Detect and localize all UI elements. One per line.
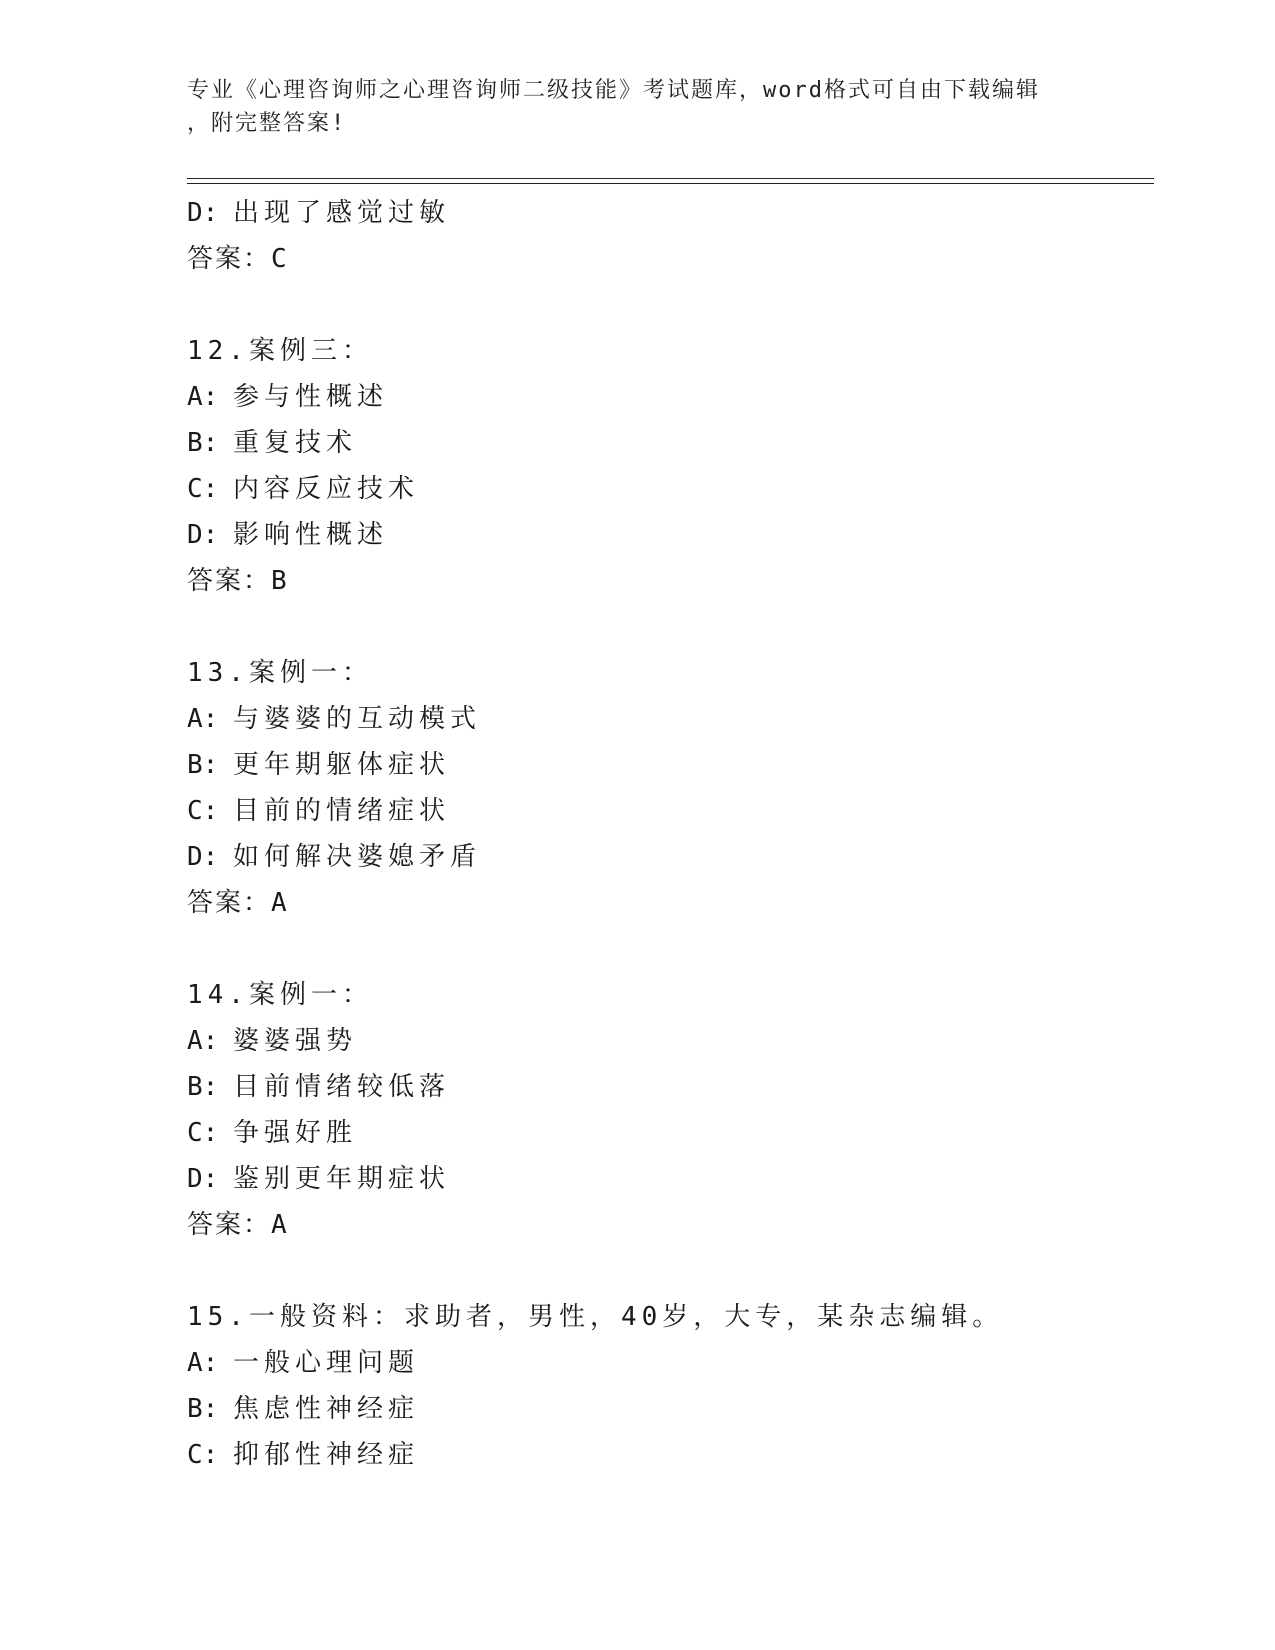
option-letter: B: (187, 1072, 219, 1102)
answer-row (187, 1202, 1147, 1248)
option-text: 如何解决婆媳矛盾 (233, 842, 482, 872)
spacer (187, 282, 1147, 328)
option-text: 影响性概述 (233, 520, 389, 550)
option-letter: B: (187, 1394, 219, 1424)
option-text: 一般心理问题 (233, 1348, 420, 1378)
option-text: 内容反应技术 (233, 474, 420, 504)
option-text: 争强好胜 (233, 1118, 358, 1148)
answer-label: 答案： (187, 566, 272, 596)
option-letter: A: (187, 1026, 219, 1056)
option-row (187, 742, 1147, 788)
option-letter: C: (187, 1440, 219, 1470)
option-text: 目前情绪较低落 (233, 1072, 451, 1102)
option-letter: D: (187, 520, 219, 550)
document-header (187, 74, 1087, 140)
answer-value: B (271, 566, 289, 596)
option-row (187, 420, 1147, 466)
option-letter: A: (187, 1348, 219, 1378)
question-title: 14.案例一： (187, 980, 373, 1010)
answer-label: 答案： (187, 888, 272, 918)
question-title: 15.一般资料：求助者，男性，40岁，大专，某杂志编辑。 (187, 1302, 1004, 1332)
option-row (187, 1110, 1147, 1156)
option-row (187, 466, 1147, 512)
option-text: 重复技术 (233, 428, 358, 458)
option-text: 更年期躯体症状 (233, 750, 451, 780)
option-text: 目前的情绪症状 (233, 796, 451, 826)
option-row (187, 788, 1147, 834)
option-row (187, 190, 1147, 236)
option-text: 出现了感觉过敏 (233, 198, 451, 228)
option-text: 抑郁性神经症 (233, 1440, 420, 1470)
option-letter: C: (187, 796, 219, 826)
answer-label: 答案： (187, 1210, 272, 1240)
option-row (187, 512, 1147, 558)
answer-value: A (271, 888, 289, 918)
question-title: 13.案例一： (187, 658, 373, 688)
answer-row (187, 558, 1147, 604)
option-row (187, 1386, 1147, 1432)
header-line-2: ，附完整答案! (187, 111, 347, 136)
option-letter: A: (187, 704, 219, 734)
question-title: 12.案例三： (187, 336, 373, 366)
option-letter: A: (187, 382, 219, 412)
option-row (187, 1156, 1147, 1202)
answer-label: 答案： (187, 244, 272, 274)
option-text: 鉴别更年期症状 (233, 1164, 451, 1194)
option-row (187, 1432, 1147, 1478)
answer-row (187, 236, 1147, 282)
option-row (187, 1340, 1147, 1386)
answer-row (187, 880, 1147, 926)
option-text: 焦虑性神经症 (233, 1394, 420, 1424)
answer-value: C (271, 244, 289, 274)
option-letter: C: (187, 474, 219, 504)
option-letter: C: (187, 1118, 219, 1148)
option-letter: D: (187, 198, 219, 228)
spacer (187, 926, 1147, 972)
option-row (187, 1064, 1147, 1110)
option-letter: B: (187, 750, 219, 780)
header-line-1: 专业《心理咨询师之心理咨询师二级技能》考试题库，word格式可自由下载编辑 (187, 78, 1040, 103)
option-row (187, 834, 1147, 880)
answer-value: A (271, 1210, 289, 1240)
option-row (187, 374, 1147, 420)
option-text: 与婆婆的互动模式 (233, 704, 482, 734)
option-row (187, 696, 1147, 742)
option-text: 婆婆强势 (233, 1026, 358, 1056)
option-letter: D: (187, 842, 219, 872)
header-rule-bottom (187, 183, 1154, 184)
question-list (187, 190, 1147, 1478)
spacer (187, 604, 1147, 650)
option-letter: B: (187, 428, 219, 458)
option-row (187, 1018, 1147, 1064)
header-rule-top (187, 178, 1154, 179)
option-text: 参与性概述 (233, 382, 389, 412)
option-letter: D: (187, 1164, 219, 1194)
spacer (187, 1248, 1147, 1294)
